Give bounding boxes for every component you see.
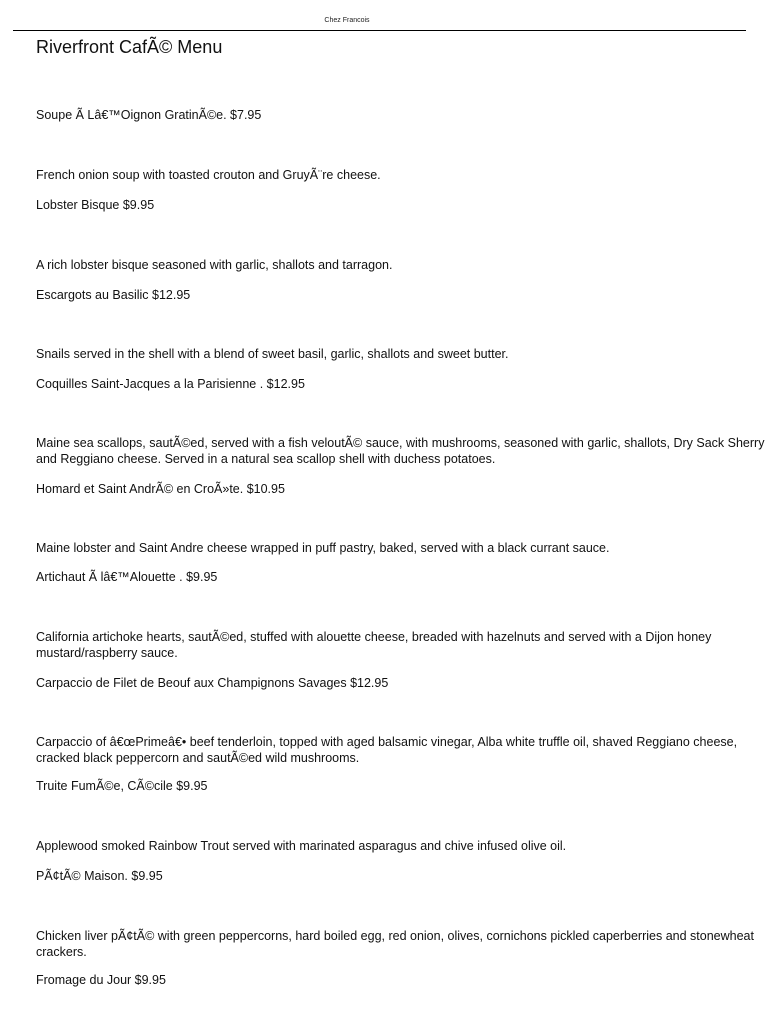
page-title: Riverfront CafÃ© Menu [36, 37, 223, 57]
menu-item-name: Escargots au Basilic $12.95 [36, 288, 191, 302]
menu-item-name: Carpaccio de Filet de Beouf aux Champignons Savages $12.95 [36, 676, 389, 690]
menu-item-name: Soupe Ã Lâ€™Oignon GratinÃ©e. $7.95 [36, 108, 262, 122]
menu-item-name: Homard et Saint AndrÃ© en CroÃ»te. $10.95 [36, 482, 285, 496]
menu-item-description: California artichoke hearts, sautÃ©ed, stuffed with alouette cheese, breaded with hazelnuts and served with a Dijon honey mustard/raspberry sauce. [36, 630, 712, 660]
menu-item-description: French onion soup with toasted crouton and GruyÃ¨re cheese. [36, 168, 381, 182]
menu-item-description: Maine lobster and Saint Andre cheese wrapped in puff pastry, baked, served with a black currant sauce. [36, 541, 610, 555]
menu-item-name: Artichaut Ã lâ€™Alouette . $9.95 [36, 570, 218, 584]
menu-item-name: Coquilles Saint-Jacques a la Parisienne . $12.95 [36, 377, 305, 391]
menu-item-description: Chicken liver pÃ¢tÃ© with green peppercorns, hard boiled egg, red onion, olives, cornichons pickled caperberries and stonewheat crackers. [36, 929, 754, 959]
menu-item-name: Lobster Bisque $9.95 [36, 198, 155, 212]
running-header: Chez Francois [324, 17, 370, 24]
menu-item-name: PÃ¢tÃ© Maison. $9.95 [36, 869, 163, 883]
menu-item-name: Fromage du Jour $9.95 [36, 973, 166, 987]
menu-item-name: Truite FumÃ©e, CÃ©cile $9.95 [36, 779, 208, 793]
menu-item-description: A rich lobster bisque seasoned with garlic, shallots and tarragon. [36, 258, 393, 272]
header-divider [13, 30, 746, 31]
menu-item-description: Applewood smoked Rainbow Trout served with marinated asparagus and chive infused olive oil. [36, 839, 567, 853]
menu-item-description: Carpaccio of â€œPrimeâ€• beef tenderloin, topped with aged balsamic vinegar, Alba white truffle oil, shaved Reggiano cheese, cracked black peppercorn and sautÃ©ed wild mushrooms. [36, 735, 738, 765]
menu-item-description: Maine sea scallops, sautÃ©ed, served with a fish veloutÃ© sauce, with mushrooms, seasoned with garlic, shallots, Dry Sack Sherry and Reggiano cheese. Served in a natural sea scallop shell with duchess potatoes. [36, 436, 765, 466]
menu-item-description: Snails served in the shell with a blend of sweet basil, garlic, shallots and sweet butter. [36, 347, 509, 361]
